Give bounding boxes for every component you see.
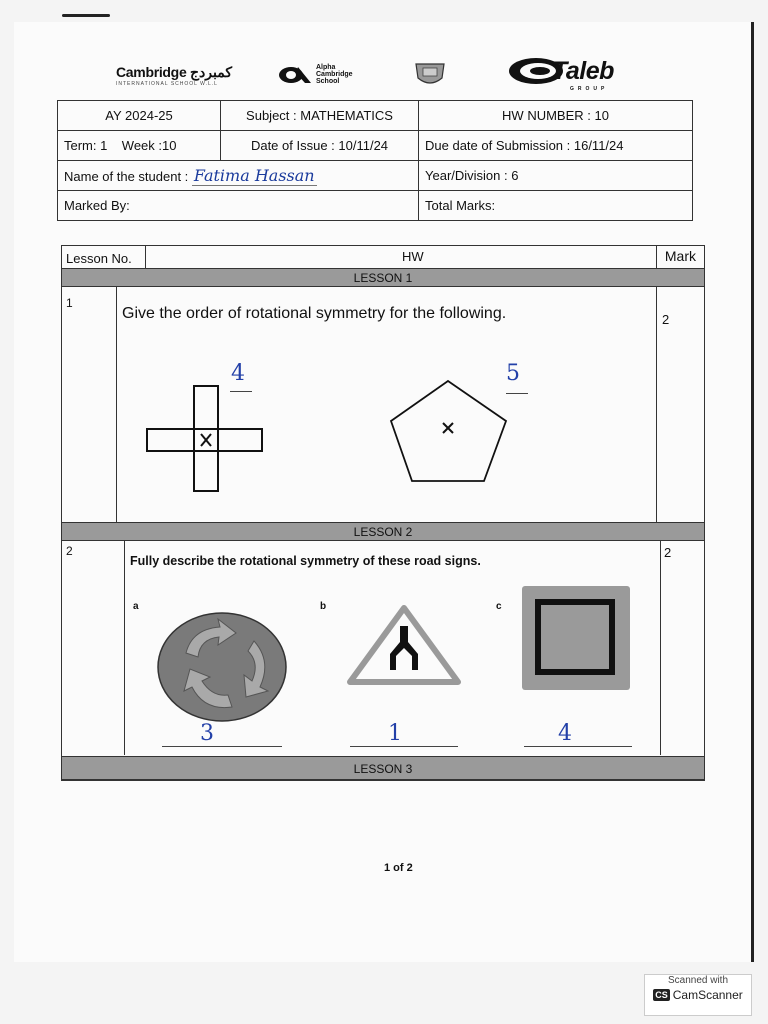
q2-answer-b[interactable]: 1 xyxy=(388,721,402,746)
square-sign-icon xyxy=(520,584,632,692)
year-division: Year/Division : 6 xyxy=(419,161,693,191)
camscanner-icon: CS xyxy=(655,990,668,1000)
student-name-value[interactable]: Fatima Hassan xyxy=(193,166,315,185)
sign-b-label: b xyxy=(320,601,327,612)
answer-line-b xyxy=(350,746,458,747)
camscanner-badge xyxy=(644,974,752,1016)
taleb-logo-text: Taleb xyxy=(552,56,614,85)
header-table xyxy=(57,100,693,221)
term: Term: 1 xyxy=(64,138,108,153)
answer-line-a xyxy=(162,746,282,747)
hw-number: HW NUMBER : 10 xyxy=(419,101,693,131)
q2-number: 2 xyxy=(66,544,73,558)
pentagon-shape xyxy=(388,378,510,484)
alpha-logo xyxy=(278,64,366,85)
alpha-mark-icon xyxy=(278,65,312,85)
col-hw: HW xyxy=(402,249,424,264)
sign-c-label: c xyxy=(496,601,502,612)
header-divider xyxy=(145,246,146,269)
camscanner-name: CamScanner xyxy=(672,988,743,1002)
week: Week :10 xyxy=(121,138,177,153)
q1-answer-pentagon[interactable]: 5 xyxy=(506,361,520,386)
q2-mark: 2 xyxy=(664,545,672,560)
col-lesson-no: Lesson No. xyxy=(66,251,132,266)
date-of-issue: Date of Issue : 10/11/24 xyxy=(221,131,419,161)
q2-text: Fully describe the rotational symmetry of these road signs. xyxy=(130,554,481,568)
cambridge-logo-sub: INTERNATIONAL SCHOOL W.L.L xyxy=(116,81,218,87)
homework-table xyxy=(61,245,705,781)
row-divider xyxy=(660,541,661,755)
answer-underline xyxy=(506,393,528,394)
q1-answer-cross[interactable]: 4 xyxy=(231,361,245,386)
scanned-with-text: Scanned with xyxy=(667,975,729,986)
school-crest xyxy=(412,60,448,93)
marked-by: Marked By: xyxy=(58,191,419,221)
lesson2-band: LESSON 2 xyxy=(62,522,704,541)
sign-a-label: a xyxy=(133,601,139,612)
header-divider xyxy=(656,246,657,269)
page-number: 1 of 2 xyxy=(384,862,413,874)
cambridge-logo xyxy=(116,64,232,87)
road-narrows-sign-icon xyxy=(346,604,462,686)
taleb-logo-sub: GROUP xyxy=(570,86,609,92)
q2-answer-c[interactable]: 4 xyxy=(558,721,572,746)
student-name-label: Name of the student : xyxy=(64,169,189,184)
roundabout-sign-icon xyxy=(156,611,288,723)
total-marks: Total Marks: xyxy=(419,191,693,221)
term-week xyxy=(58,131,221,161)
cross-shape xyxy=(142,381,264,493)
lesson3-band: LESSON 3 xyxy=(62,756,704,780)
q1-mark: 2 xyxy=(662,312,670,327)
q1-text: Give the order of rotational symmetry for the following. xyxy=(122,305,507,322)
q2-answer-a[interactable]: 3 xyxy=(200,721,214,746)
alpha-logo-text: Alpha Cambridge School xyxy=(316,64,353,85)
due-date: Due date of Submission : 16/11/24 xyxy=(419,131,693,161)
answer-line-c xyxy=(524,746,632,747)
crest-icon xyxy=(412,60,448,88)
row-divider xyxy=(124,541,125,755)
taleb-logo xyxy=(508,56,614,92)
answer-underline xyxy=(230,391,252,392)
logo-strip xyxy=(0,0,768,110)
q1-number: 1 xyxy=(66,296,73,310)
cambridge-logo-text: Cambridge كمبردج xyxy=(116,64,232,80)
academic-year: AY 2024-25 xyxy=(58,101,221,131)
lesson1-band: LESSON 1 xyxy=(62,268,704,287)
camscanner-brand xyxy=(645,988,751,1002)
row-divider xyxy=(656,287,657,522)
table-header-row xyxy=(62,246,704,270)
student-name-cell xyxy=(58,161,419,191)
col-mark: Mark xyxy=(664,248,696,264)
row-divider xyxy=(116,287,117,522)
subject: Subject : MATHEMATICS xyxy=(221,101,419,131)
